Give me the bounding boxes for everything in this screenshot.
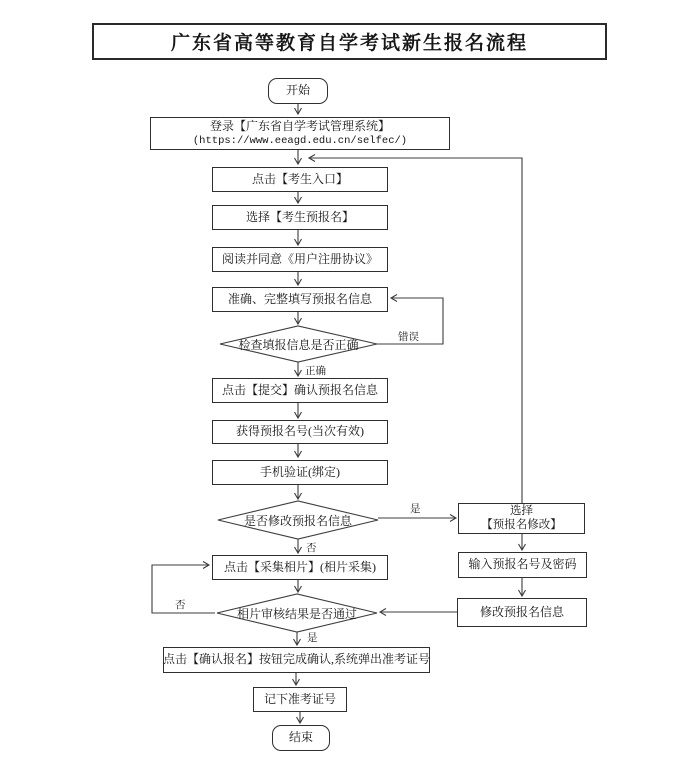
node-start-label: 开始 bbox=[285, 83, 310, 98]
page-title bbox=[92, 23, 607, 60]
node-click-entrance bbox=[212, 167, 388, 192]
node-click-entrance-label: 点击【考生入口】 bbox=[251, 171, 348, 186]
node-submit-confirm bbox=[212, 378, 388, 403]
node-confirm-register-label: 点击【确认报名】按钮完成确认,系统弹出准考证号 bbox=[163, 652, 431, 667]
node-confirm-register bbox=[163, 647, 430, 673]
node-fill-info bbox=[212, 287, 388, 312]
decision-photo-review-label: 相片审核结果是否通过 bbox=[236, 606, 357, 621]
edge-label-error: 错误 bbox=[398, 332, 419, 343]
node-login-label: 登录【广东省自学考试管理系统】 bbox=[209, 119, 390, 134]
edge-label-no-modify: 否 bbox=[306, 543, 317, 554]
node-agree-protocol bbox=[212, 247, 388, 272]
node-login-system bbox=[150, 117, 450, 150]
node-modify-info-label: 修改预报名信息 bbox=[479, 604, 564, 619]
node-fill-info-label: 准确、完整填写预报名信息 bbox=[227, 291, 372, 306]
edge-label-correct: 正确 bbox=[305, 366, 326, 377]
node-get-number-label: 获得预报名号(当次有效) bbox=[236, 424, 364, 439]
decision-modify bbox=[218, 509, 378, 531]
node-phone-verify-label: 手机验证(绑定) bbox=[260, 464, 340, 479]
node-start bbox=[268, 78, 328, 104]
node-agree-protocol-label: 阅读并同意《用户注册协议》 bbox=[221, 251, 378, 266]
node-select-modify bbox=[458, 503, 585, 534]
edge-label-yes-modify: 是 bbox=[410, 504, 421, 515]
node-input-number-password bbox=[458, 552, 587, 578]
node-select-modify-line2: 【预报名修改】 bbox=[481, 518, 562, 531]
node-note-number-label: 记下准考证号 bbox=[263, 691, 336, 706]
decision-check-info-label: 检查填报信息是否正确 bbox=[238, 337, 359, 352]
node-phone-verify bbox=[212, 460, 388, 485]
node-modify-info bbox=[457, 598, 587, 627]
edge-label-no-photo: 否 bbox=[175, 600, 186, 611]
edge-label-yes-photo: 是 bbox=[307, 633, 318, 644]
node-get-number bbox=[212, 420, 388, 444]
decision-modify-label: 是否修改预报名信息 bbox=[243, 513, 352, 528]
node-collect-photo-label: 点击【采集相片】(相片采集) bbox=[224, 559, 376, 574]
node-select-modify-line1: 选择 bbox=[510, 505, 533, 518]
decision-check-info bbox=[220, 333, 377, 355]
node-collect-photo bbox=[212, 555, 388, 580]
page-title-text: 广东省高等教育自学考试新生报名流程 bbox=[170, 33, 528, 54]
node-end bbox=[272, 725, 330, 751]
node-login-url: (https://www.eeagd.edu.cn/selfec/) bbox=[192, 134, 408, 147]
node-select-preregister bbox=[212, 205, 388, 230]
node-end-label: 结束 bbox=[288, 730, 313, 745]
node-select-preregister-label: 选择【考生预报名】 bbox=[245, 209, 354, 224]
node-submit-confirm-label: 点击【提交】确认预报名信息 bbox=[221, 382, 378, 397]
node-input-number-password-label: 输入预报名号及密码 bbox=[468, 557, 577, 572]
node-note-number bbox=[253, 687, 347, 712]
decision-photo-review bbox=[217, 602, 377, 624]
